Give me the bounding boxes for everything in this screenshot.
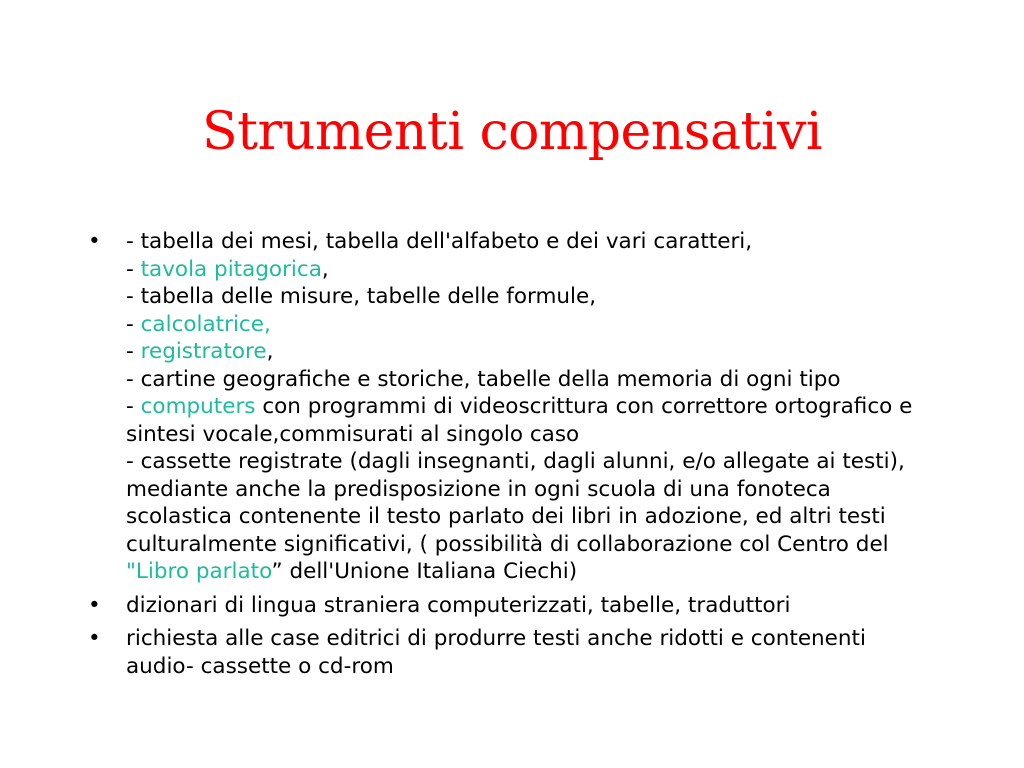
highlight-computers: computers xyxy=(140,394,256,419)
publishers-text: richiesta alle case editrici di produrre testi anche ridotti e contenenti audio- cassette o cd-rom xyxy=(126,626,866,679)
highlight-registratore: registratore xyxy=(140,339,267,364)
bullet-marker: • xyxy=(88,229,101,254)
tools-line-calculator: - calcolatrice, xyxy=(126,311,271,337)
bullet-list xyxy=(88,228,938,686)
tools-line-computers: - computers con programmi di videoscrittura con correttore ortografico e sintesi vocale,commisurati al singolo caso xyxy=(126,394,913,447)
bullet-marker: • xyxy=(88,592,101,618)
slide-title: Strumenti compensativi xyxy=(201,102,822,162)
dictionaries-text: dizionari di lingua straniera computerizzati, tabelle, traduttori xyxy=(126,592,791,618)
tools-line-recorder: - registratore, xyxy=(126,339,274,364)
highlight-libro-parlato: "Libro parlato xyxy=(126,559,272,584)
highlight-calcolatrice: calcolatrice, xyxy=(140,311,271,337)
tools-line-pythagorean-table: - tavola pitagorica, xyxy=(126,256,329,282)
tools-line-measures: - tabella delle misure, tabelle delle formule, xyxy=(126,284,597,309)
bullet-item-publishers xyxy=(88,625,938,680)
tools-line-maps: - cartine geografiche e storiche, tabelle della memoria di ogni tipo xyxy=(126,366,841,392)
bullet-item-dictionaries xyxy=(88,592,938,620)
bullet-marker: • xyxy=(88,626,101,651)
bullet-item-tools xyxy=(88,228,938,586)
highlight-tavola-pitagorica: tavola pitagorica xyxy=(140,256,322,282)
tools-line-cassettes: - cassette registrate (dagli insegnanti, dagli alunni, e/o allegate ai testi), mediante anche la predisposizione in ogni scuola di una fonoteca scolastica contenente il testo parlato dei libri in adozione, ed altri testi culturalmente significativi, ( possibilità di collaborazione col Centro del "Libro parlato” dell'Unione Italiana Ciechi) xyxy=(126,449,905,584)
tools-line-tables: - tabella dei mesi, tabella dell'alfabeto e dei vari caratteri, xyxy=(126,229,753,254)
